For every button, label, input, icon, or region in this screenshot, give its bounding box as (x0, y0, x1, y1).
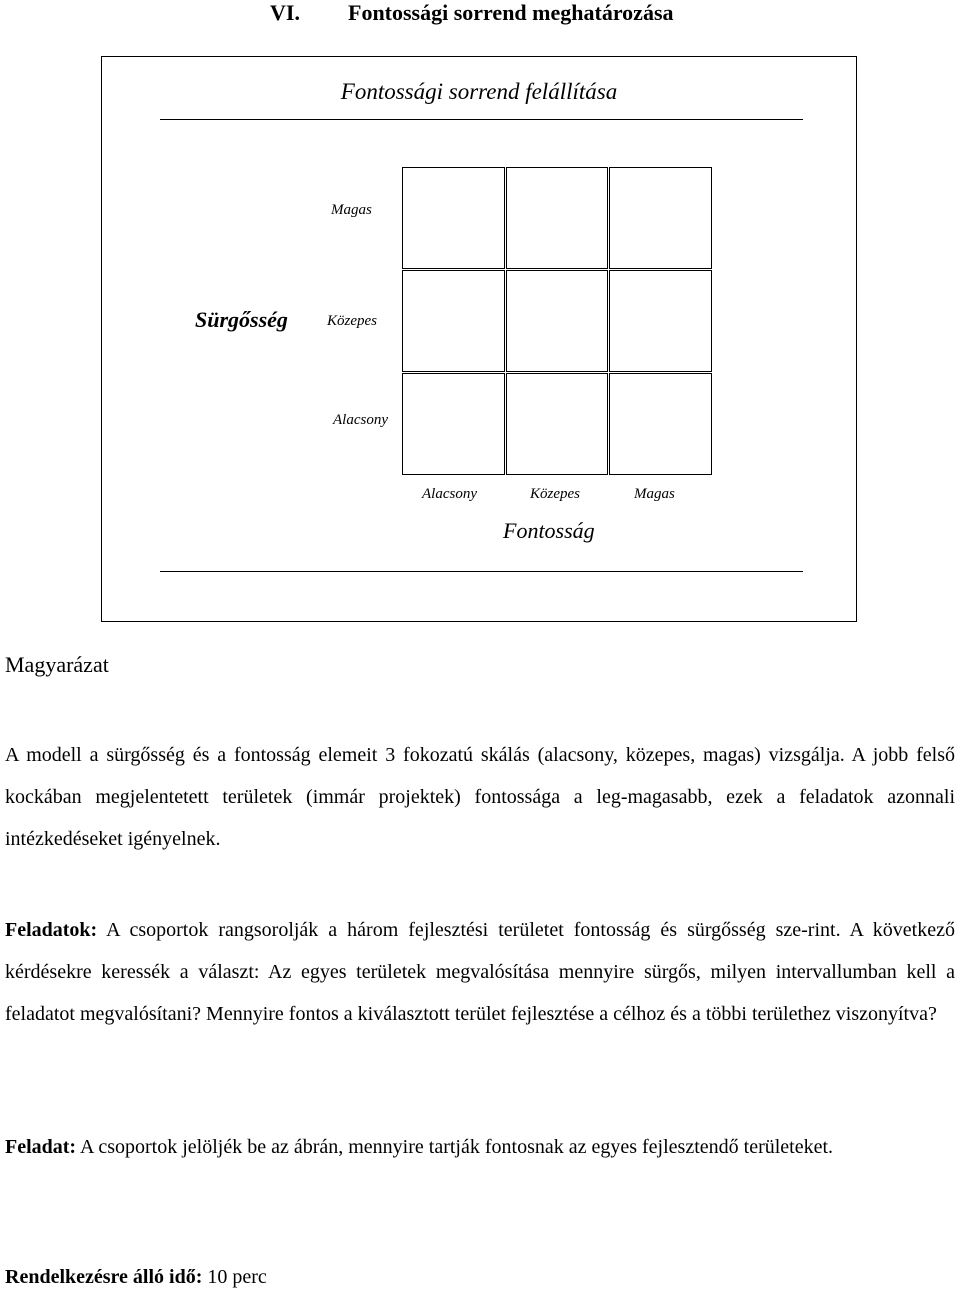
grid-cell-low-low (402, 373, 505, 475)
priority-grid (402, 167, 713, 476)
grid-cell-medium-medium (506, 270, 609, 372)
grid-cell-low-high (609, 373, 712, 475)
explanation-heading: Magyarázat (5, 652, 109, 677)
y-axis-title: Sürgősség (195, 307, 288, 332)
task-text: A csoportok jelöljék be az ábrán, mennyire tartják fontosnak az egyes fejlesztendő területeket. (80, 1136, 834, 1158)
explanation-text: A modell a sürgősség és a fontosság elemeit 3 fokozatú skálás (alacsony, közepes, magas) vizsgálja. A jobb felső kockában megjelentetett területek (immár projektek) fontossága a leg-magasabb, ezek a feladatok azonnali intézkedéseket igényelnek. (5, 744, 955, 850)
tasks-text: A csoportok rangsorolják a három fejlesztési területet fontosság és sürgősség sze-rint. A következő kérdésekre keressék a választ: Az egyes területek megvalósítása mennyire sürgős, milyen intervallumban kell a feladatot megvalósítani? Mennyire fontos a kiválasztott terület fejlesztése a célhoz és a többi területhez viszonyítva? (5, 919, 955, 1025)
section-title: Fontossági sorrend meghatározása (348, 0, 674, 25)
grid-cell-high-medium (506, 167, 609, 269)
explanation-paragraph (5, 734, 955, 860)
section-number: VI. (270, 0, 300, 25)
title-divider (160, 119, 803, 120)
priority-matrix-box (101, 56, 857, 622)
grid-cell-medium-high (609, 270, 712, 372)
x-level-low: Alacsony (422, 486, 477, 502)
grid-cell-medium-low (402, 270, 505, 372)
x-level-medium: Közepes (530, 486, 580, 502)
x-level-high: Magas (634, 486, 675, 502)
task-paragraph (5, 1126, 955, 1168)
time-label: Rendelkezésre álló idő: (5, 1266, 203, 1288)
time-paragraph (5, 1256, 955, 1298)
y-level-medium: Közepes (327, 313, 377, 329)
grid-cell-high-high (609, 167, 712, 269)
bottom-divider (160, 571, 803, 572)
matrix-title: Fontossági sorrend felállítása (340, 79, 618, 104)
y-level-high: Magas (331, 202, 372, 218)
tasks-paragraph (5, 909, 955, 1035)
x-axis-title: Fontosság (503, 518, 595, 543)
section-heading (270, 0, 674, 26)
y-level-low: Alacsony (333, 412, 388, 428)
task-label: Feladat: (5, 1136, 77, 1158)
tasks-label: Feladatok: (5, 919, 98, 941)
grid-cell-low-medium (506, 373, 609, 475)
time-value: 10 perc (207, 1266, 267, 1288)
grid-cell-high-low (402, 167, 505, 269)
